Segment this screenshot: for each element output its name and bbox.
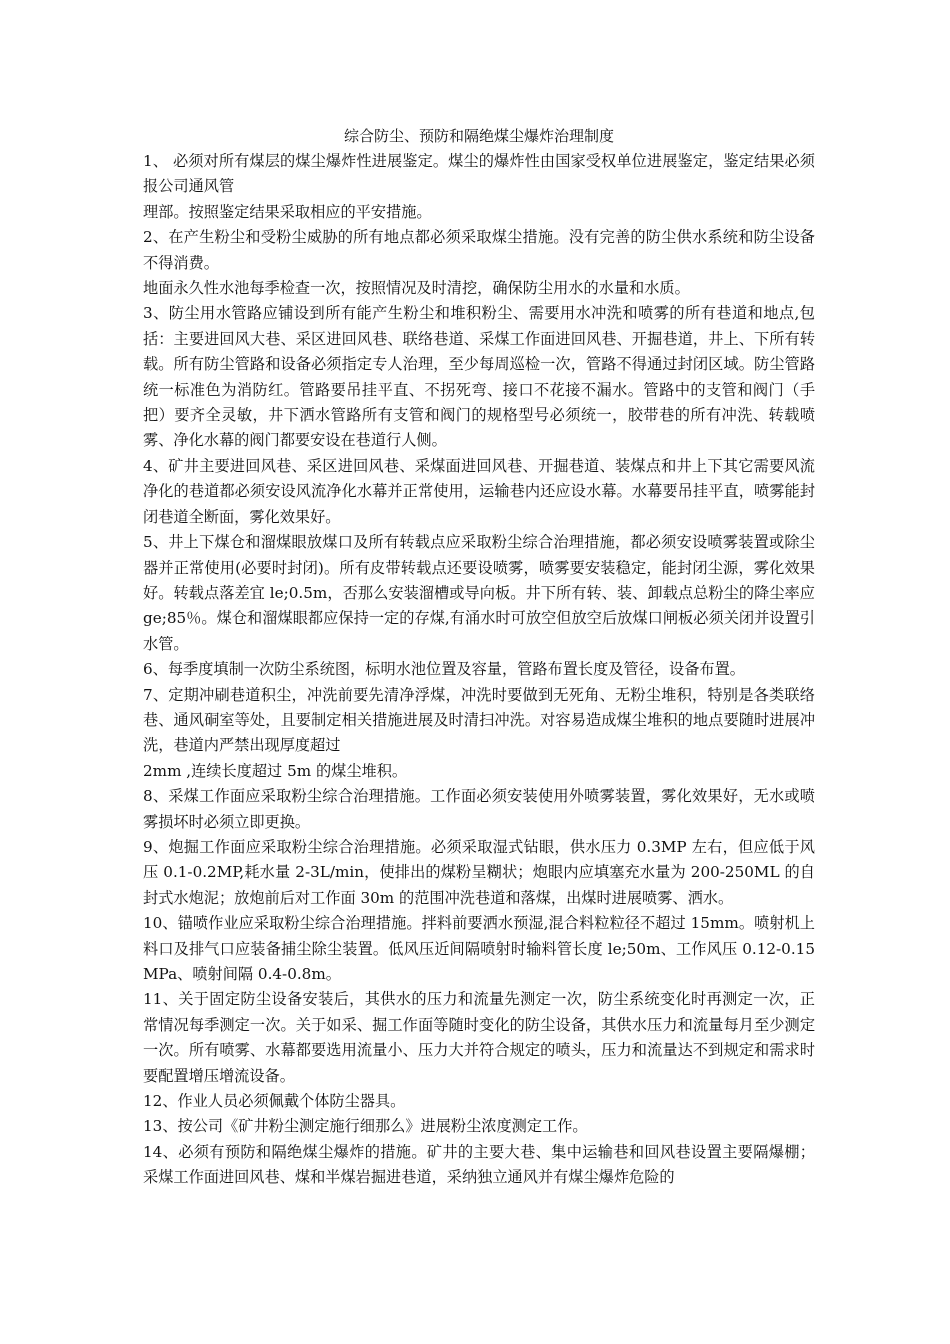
paragraph-7: 7、定期冲刷巷道积尘，冲洗前要先清净浮煤，冲洗时要做到无死角、无粉尘堆积，特别是各类联络巷、通风硐室等处，且要制定相关措施进展及时清扫冲洗。对容易造成煤尘堆积的地点要随时进展冲洗，巷道内严禁出现厚度超过 — [143, 685, 815, 755]
paragraph-5: 5、井上下煤仓和溜煤眼放煤口及所有转载点应采取粉尘综合治理措施，都必须安设喷雾装置或除尘器并正常使用(必要时封闭)。所有皮带转载点还要设喷雾，喷雾要安装稳定，能封闭尘源，雾化效果好。转载点落差宜 le;0.5m，否那么安装溜槽或导向板。井下所有转、装、卸载点总粉尘的降尘率应 ge;85％。煤仓和溜煤眼都应保持一定的存煤,有涌水时可放空但放空后放煤口闸板必须关闭并设置引水管。 — [143, 533, 815, 653]
paragraph-13: 13、按公司《矿井粉尘测定施行细那么》进展粉尘浓度测定工作。 — [143, 1117, 588, 1136]
paragraph-9: 9、炮掘工作面应采取粉尘综合治理措施。必须采取湿式钻眼，供水压力 0.3MP 左右，但应低于风压 0.1-0.2MP,耗水量 2-3L/min，使排出的煤粉呈糊状；炮眼内应填塞充水量为 200-250ML 的自封式水炮泥；放炮前后对工作面 30m 的范围冲洗巷道和落煤，出煤时进展喷雾、洒水。 — [143, 837, 815, 907]
paragraph-6: 6、每季度填制一次防尘系统图，标明水池位置及容量，管路布置长度及管径，设备布置。 — [143, 660, 745, 679]
paragraph-2-cont: 地面永久性水池每季检查一次，按照情况及时清挖，确保防尘用水的水量和水质。 — [143, 279, 690, 298]
paragraph-1: 1、 必须对所有煤层的煤尘爆炸性进展鉴定。煤尘的爆炸性由国家受权单位进展鉴定，鉴定结果必须报公司通风管 — [143, 152, 815, 196]
paragraph-3: 3、防尘用水管路应铺设到所有能产生粉尘和堆积粉尘、需要用水冲洗和喷雾的所有巷道和地点,包括：主要进回风大巷、采区进回风巷、联络巷道、采煤工作面进回风巷、开掘巷道，井上、下所有转载。所有防尘管路和设备必须指定专人治理，至少每周巡检一次，管路不得通过封闭区域。防尘管路统一标准色为消防红。管路要吊挂平直、不拐死弯、接口不花接不漏水。管路中的支管和阀门（手把）要齐全灵敏，井下洒水管路所有支管和阀门的规格型号必须统一，胶带巷的所有冲洗、转载喷雾、净化水幕的阀门都要安设在巷道行人侧。 — [143, 304, 815, 450]
paragraph-7-cont: 2mm ,连续长度超过 5m 的煤尘堆积。 — [143, 761, 408, 780]
paragraph-8: 8、采煤工作面应采取粉尘综合治理措施。工作面必须安装使用外喷雾装置，雾化效果好，无水或喷雾损坏时必须立即更换。 — [143, 787, 815, 831]
document-title: 综合防尘、预防和隔绝煤尘爆炸治理制度 — [343, 127, 614, 145]
paragraph-10: 10、锚喷作业应采取粉尘综合治理措施。拌料前要洒水预湿,混合料粒粒径不超过 15mm。喷射机上料口及排气口应装备捕尘除尘装置。低风压近间隔喷射时输料管长度 le;50m、工作风压 0.12-0.15MPa、喷射间隔 0.4-0.8m。 — [143, 914, 815, 983]
paragraph-11: 11、关于固定防尘设备安装后，其供水的压力和流量先测定一次，防尘系统变化时再测定一次，正常情况每季测定一次。关于如采、掘工作面等随时变化的防尘设备，其供水压力和流量每月至少测定一次。所有喷雾、水幕都要选用流量小、压力大并符合规定的喷头，压力和流量达不到规定和需求时要配置增压增流设备。 — [143, 990, 815, 1085]
document-page — [143, 124, 815, 1191]
paragraph-2: 2、在产生粉尘和受粉尘威胁的所有地点都必须采取煤尘措施。没有完善的防尘供水系统和防尘设备不得消费。 — [143, 228, 815, 272]
paragraph-12: 12、作业人员必须佩戴个体防尘器具。 — [143, 1092, 406, 1111]
paragraph-1-cont: 理部。按照鉴定结果采取相应的平安措施。 — [143, 202, 432, 221]
paragraph-14: 14、必须有预防和隔绝煤尘爆炸的措施。矿井的主要大巷、集中运输巷和回风巷设置主要隔爆棚；采煤工作面进回风巷、煤和半煤岩掘进巷道，采纳独立通风并有煤尘爆炸危险的 — [143, 1142, 815, 1187]
paragraph-4: 4、矿井主要进回风巷、采区进回风巷、采煤面进回风巷、开掘巷道、装煤点和井上下其它需要风流净化的巷道都必须安设风流净化水幕并正常使用，运输巷内还应设水幕。水幕要吊挂平直，喷雾能封闭巷道全断面，雾化效果好。 — [143, 456, 815, 526]
